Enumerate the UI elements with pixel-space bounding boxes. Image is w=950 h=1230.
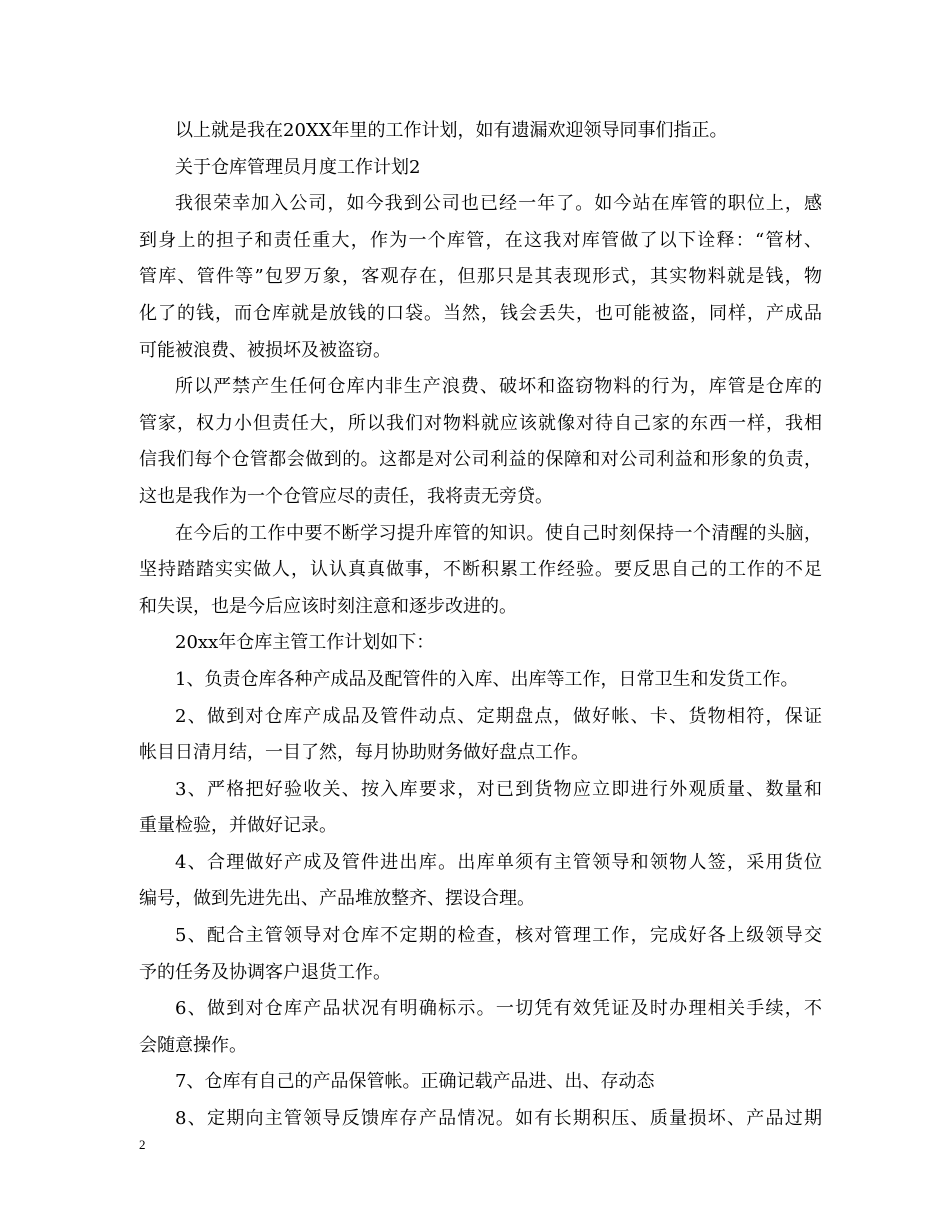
- text-line: 所以严禁产生任何仓库内非生产浪费、破坏和盗窃物料的行为，库管是仓库的: [175, 376, 822, 398]
- text-line: 4、合理做好产成及管件进出库。出库单须有主管领导和领物人签，采用货位: [175, 851, 822, 873]
- text-line: 在今后的工作中要不断学习提升库管的知识。使自己时刻保持一个清醒的头脑，: [175, 522, 822, 544]
- text-line: 坚持踏踏实实做人，认认真真做事，不断积累工作经验。要反思自己的工作的不足: [139, 559, 822, 581]
- text-line: 管库、管件等”包罗万象，客观存在，但那只是其表现形式，其实物料就是钱，物: [139, 266, 822, 288]
- text-line: 这也是我作为一个仓管应尽的责任，我将责无旁贷。: [139, 485, 553, 507]
- text-line: 予的任务及协调客户退货工作。: [139, 961, 391, 983]
- text-line: 我很荣幸加入公司，如今我到公司也已经一年了。如今站在库管的职位上，感: [175, 193, 822, 215]
- text-line: 管家，权力小但责任大，所以我们对物料就应该就像对待自己家的东西一样，我相: [139, 412, 822, 434]
- document-body: [139, 113, 822, 1138]
- text-line: 以上就是我在20XX年里的工作计划，如有遗漏欢迎领导同事们指正。: [175, 120, 728, 141]
- text-line: 化了的钱，而仓库就是放钱的口袋。当然，钱会丢失，也可能被盗，同样，产成品: [139, 302, 822, 324]
- text-line: 可能被浪费、被损坏及被盗窃。: [139, 339, 391, 361]
- text-line: 1、负责仓库各种产成品及配管件的入库、出库等工作，日常卫生和发货工作。: [175, 668, 799, 690]
- text-line: 到身上的担子和责任重大，作为一个库管，在这我对库管做了以下诠释：“管材、: [139, 229, 822, 251]
- text-line: 6、做到对仓库产品状况有明确标示。一切凭有效凭证及时办理相关手续，不: [175, 998, 822, 1020]
- text-line: 和失误，也是今后应该时刻注意和逐步改进的。: [139, 595, 517, 617]
- text-line: 帐目日清月结，一目了然，每月协助财务做好盘点工作。: [139, 742, 589, 764]
- page-number: 2: [139, 1137, 146, 1152]
- text-line: 关于仓库管理员月度工作计划2: [175, 156, 421, 178]
- text-line: 信我们每个仓管都会做到的。这都是对公司利益的保障和对公司利益和形象的负责，: [139, 449, 822, 471]
- text-line: 8、定期向主管领导反馈库存产品情况。如有长期积压、质量损坏、产品过期: [175, 1108, 822, 1130]
- text-line: 5、配合主管领导对仓库不定期的检查，核对管理工作，完成好各上级领导交: [175, 925, 822, 947]
- text-line: 3、严格把好验收关、按入库要求，对已到货物应立即进行外观质量、数量和: [175, 778, 822, 800]
- text-line: 编号，做到先进先出、产品堆放整齐、摆设合理。: [139, 888, 535, 910]
- text-line: 20xx年仓库主管工作计划如下：: [175, 632, 435, 654]
- text-line: 会随意操作。: [139, 1034, 247, 1056]
- text-line: 重量检验，并做好记录。: [139, 815, 337, 837]
- text-line: 7、仓库有自己的产品保管帐。正确记载产品进、出、存动态: [175, 1071, 655, 1093]
- text-line: 2、做到对仓库产成品及管件动点、定期盘点，做好帐、卡、货物相符，保证: [175, 705, 822, 727]
